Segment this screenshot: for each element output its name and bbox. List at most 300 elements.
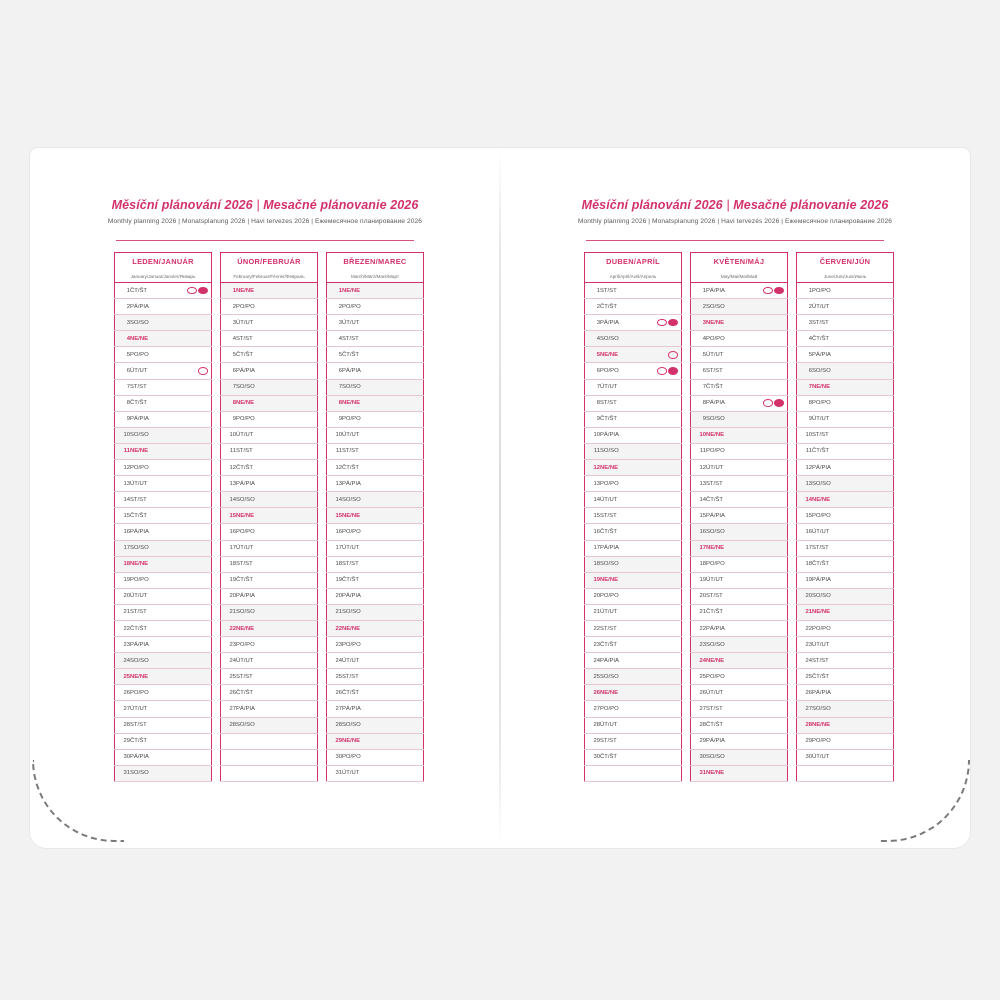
day-note-field[interactable] bbox=[160, 620, 212, 636]
day-note-field[interactable] bbox=[630, 556, 682, 572]
day-note-field[interactable] bbox=[160, 508, 212, 524]
day-row[interactable] bbox=[691, 669, 788, 685]
day-note-field[interactable] bbox=[630, 283, 682, 299]
day-note-field[interactable] bbox=[160, 588, 212, 604]
day-row[interactable] bbox=[585, 443, 682, 459]
day-row[interactable] bbox=[691, 460, 788, 476]
day-row[interactable] bbox=[691, 620, 788, 636]
day-row[interactable] bbox=[691, 299, 788, 315]
day-row[interactable] bbox=[797, 411, 894, 427]
day-note-field[interactable] bbox=[372, 653, 424, 669]
day-note-field[interactable] bbox=[842, 717, 894, 733]
day-note-field[interactable] bbox=[630, 524, 682, 540]
day-row[interactable] bbox=[691, 331, 788, 347]
day-row[interactable] bbox=[221, 685, 318, 701]
day-note-field[interactable] bbox=[630, 331, 682, 347]
day-row[interactable] bbox=[691, 749, 788, 765]
day-note-field[interactable] bbox=[160, 347, 212, 363]
day-row[interactable] bbox=[797, 556, 894, 572]
day-row[interactable] bbox=[221, 588, 318, 604]
day-row[interactable] bbox=[691, 588, 788, 604]
day-row[interactable] bbox=[115, 556, 212, 572]
day-note-field[interactable] bbox=[630, 620, 682, 636]
day-note-field[interactable] bbox=[736, 749, 788, 765]
day-note-field[interactable] bbox=[842, 572, 894, 588]
day-row[interactable] bbox=[797, 460, 894, 476]
day-row[interactable] bbox=[691, 733, 788, 749]
day-row[interactable] bbox=[691, 717, 788, 733]
day-note-field[interactable] bbox=[160, 363, 212, 379]
day-row[interactable] bbox=[327, 653, 424, 669]
day-note-field[interactable] bbox=[372, 331, 424, 347]
day-row[interactable] bbox=[327, 765, 424, 781]
day-note-field[interactable] bbox=[372, 476, 424, 492]
day-note-field[interactable] bbox=[160, 283, 212, 299]
day-row[interactable] bbox=[327, 620, 424, 636]
day-row[interactable] bbox=[797, 363, 894, 379]
day-note-field[interactable] bbox=[842, 604, 894, 620]
day-row[interactable] bbox=[691, 556, 788, 572]
day-note-field[interactable] bbox=[630, 669, 682, 685]
day-note-field[interactable] bbox=[372, 395, 424, 411]
day-row[interactable] bbox=[797, 669, 894, 685]
day-note-field[interactable] bbox=[736, 379, 788, 395]
day-row[interactable] bbox=[585, 765, 682, 781]
day-note-field[interactable] bbox=[736, 604, 788, 620]
day-note-field[interactable] bbox=[266, 620, 318, 636]
day-row[interactable] bbox=[327, 701, 424, 717]
day-row[interactable] bbox=[797, 572, 894, 588]
day-row[interactable] bbox=[797, 588, 894, 604]
day-row[interactable] bbox=[115, 653, 212, 669]
day-note-field[interactable] bbox=[372, 540, 424, 556]
day-row[interactable] bbox=[327, 395, 424, 411]
day-note-field[interactable] bbox=[266, 701, 318, 717]
day-row[interactable] bbox=[327, 637, 424, 653]
day-row[interactable] bbox=[691, 315, 788, 331]
day-note-field[interactable] bbox=[736, 508, 788, 524]
day-row[interactable] bbox=[585, 411, 682, 427]
day-note-field[interactable] bbox=[266, 733, 318, 749]
day-row[interactable] bbox=[115, 540, 212, 556]
day-row[interactable] bbox=[115, 299, 212, 315]
day-row[interactable] bbox=[115, 411, 212, 427]
day-note-field[interactable] bbox=[630, 411, 682, 427]
day-row[interactable] bbox=[585, 492, 682, 508]
day-note-field[interactable] bbox=[630, 653, 682, 669]
day-note-field[interactable] bbox=[842, 685, 894, 701]
day-row[interactable] bbox=[327, 427, 424, 443]
day-note-field[interactable] bbox=[736, 347, 788, 363]
day-note-field[interactable] bbox=[372, 347, 424, 363]
day-note-field[interactable] bbox=[160, 299, 212, 315]
day-note-field[interactable] bbox=[372, 717, 424, 733]
day-row[interactable] bbox=[221, 524, 318, 540]
day-note-field[interactable] bbox=[842, 299, 894, 315]
day-row[interactable] bbox=[327, 411, 424, 427]
day-note-field[interactable] bbox=[842, 508, 894, 524]
day-note-field[interactable] bbox=[160, 524, 212, 540]
day-note-field[interactable] bbox=[630, 733, 682, 749]
day-row[interactable] bbox=[221, 572, 318, 588]
day-note-field[interactable] bbox=[266, 572, 318, 588]
day-row[interactable] bbox=[327, 460, 424, 476]
day-row[interactable] bbox=[327, 379, 424, 395]
day-note-field[interactable] bbox=[736, 669, 788, 685]
day-note-field[interactable] bbox=[842, 653, 894, 669]
day-note-field[interactable] bbox=[842, 363, 894, 379]
day-row[interactable] bbox=[585, 427, 682, 443]
day-note-field[interactable] bbox=[372, 427, 424, 443]
day-note-field[interactable] bbox=[266, 299, 318, 315]
day-note-field[interactable] bbox=[266, 669, 318, 685]
day-row[interactable] bbox=[115, 347, 212, 363]
day-row[interactable] bbox=[115, 701, 212, 717]
day-row[interactable] bbox=[585, 283, 682, 299]
day-note-field[interactable] bbox=[842, 411, 894, 427]
day-note-field[interactable] bbox=[160, 669, 212, 685]
day-note-field[interactable] bbox=[266, 749, 318, 765]
day-note-field[interactable] bbox=[266, 765, 318, 781]
day-row[interactable] bbox=[221, 733, 318, 749]
day-note-field[interactable] bbox=[266, 637, 318, 653]
day-note-field[interactable] bbox=[630, 685, 682, 701]
day-note-field[interactable] bbox=[372, 765, 424, 781]
day-row[interactable] bbox=[585, 620, 682, 636]
day-row[interactable] bbox=[797, 685, 894, 701]
day-note-field[interactable] bbox=[630, 572, 682, 588]
day-row[interactable] bbox=[691, 347, 788, 363]
day-row[interactable] bbox=[585, 508, 682, 524]
day-row[interactable] bbox=[797, 299, 894, 315]
day-row[interactable] bbox=[797, 733, 894, 749]
day-note-field[interactable] bbox=[372, 669, 424, 685]
day-note-field[interactable] bbox=[736, 411, 788, 427]
day-note-field[interactable] bbox=[266, 604, 318, 620]
day-note-field[interactable] bbox=[160, 443, 212, 459]
day-row[interactable] bbox=[115, 604, 212, 620]
day-row[interactable] bbox=[115, 443, 212, 459]
day-row[interactable] bbox=[797, 620, 894, 636]
day-note-field[interactable] bbox=[160, 476, 212, 492]
day-row[interactable] bbox=[691, 637, 788, 653]
day-note-field[interactable] bbox=[266, 460, 318, 476]
day-row[interactable] bbox=[115, 395, 212, 411]
day-note-field[interactable] bbox=[842, 283, 894, 299]
day-note-field[interactable] bbox=[372, 749, 424, 765]
day-note-field[interactable] bbox=[630, 604, 682, 620]
day-row[interactable] bbox=[327, 476, 424, 492]
day-row[interactable] bbox=[691, 508, 788, 524]
day-row[interactable] bbox=[691, 685, 788, 701]
day-row[interactable] bbox=[115, 620, 212, 636]
day-row[interactable] bbox=[585, 588, 682, 604]
day-note-field[interactable] bbox=[736, 717, 788, 733]
day-note-field[interactable] bbox=[372, 524, 424, 540]
day-row[interactable] bbox=[585, 685, 682, 701]
day-row[interactable] bbox=[221, 701, 318, 717]
day-note-field[interactable] bbox=[160, 315, 212, 331]
day-row[interactable] bbox=[797, 524, 894, 540]
day-note-field[interactable] bbox=[266, 347, 318, 363]
day-note-field[interactable] bbox=[266, 331, 318, 347]
day-note-field[interactable] bbox=[842, 331, 894, 347]
day-note-field[interactable] bbox=[266, 411, 318, 427]
day-row[interactable] bbox=[691, 363, 788, 379]
day-note-field[interactable] bbox=[266, 540, 318, 556]
day-note-field[interactable] bbox=[630, 299, 682, 315]
day-row[interactable] bbox=[115, 492, 212, 508]
day-note-field[interactable] bbox=[372, 733, 424, 749]
day-note-field[interactable] bbox=[266, 685, 318, 701]
day-row[interactable] bbox=[327, 363, 424, 379]
day-row[interactable] bbox=[691, 492, 788, 508]
day-row[interactable] bbox=[585, 540, 682, 556]
day-note-field[interactable] bbox=[630, 379, 682, 395]
day-note-field[interactable] bbox=[736, 556, 788, 572]
day-note-field[interactable] bbox=[842, 669, 894, 685]
day-note-field[interactable] bbox=[842, 395, 894, 411]
day-note-field[interactable] bbox=[266, 395, 318, 411]
day-row[interactable] bbox=[221, 347, 318, 363]
day-note-field[interactable] bbox=[842, 443, 894, 459]
day-row[interactable] bbox=[797, 379, 894, 395]
day-note-field[interactable] bbox=[842, 379, 894, 395]
day-note-field[interactable] bbox=[372, 299, 424, 315]
day-row[interactable] bbox=[797, 637, 894, 653]
day-note-field[interactable] bbox=[266, 556, 318, 572]
day-note-field[interactable] bbox=[630, 637, 682, 653]
day-row[interactable] bbox=[115, 685, 212, 701]
day-note-field[interactable] bbox=[842, 540, 894, 556]
day-note-field[interactable] bbox=[160, 427, 212, 443]
day-note-field[interactable] bbox=[372, 572, 424, 588]
day-row[interactable] bbox=[115, 637, 212, 653]
day-row[interactable] bbox=[797, 315, 894, 331]
day-note-field[interactable] bbox=[630, 363, 682, 379]
day-row[interactable] bbox=[585, 556, 682, 572]
day-row[interactable] bbox=[327, 572, 424, 588]
day-row[interactable] bbox=[221, 299, 318, 315]
day-row[interactable] bbox=[691, 427, 788, 443]
day-note-field[interactable] bbox=[266, 492, 318, 508]
day-note-field[interactable] bbox=[630, 315, 682, 331]
day-note-field[interactable] bbox=[630, 717, 682, 733]
day-note-field[interactable] bbox=[842, 556, 894, 572]
day-note-field[interactable] bbox=[372, 492, 424, 508]
day-row[interactable] bbox=[585, 460, 682, 476]
day-note-field[interactable] bbox=[842, 588, 894, 604]
day-row[interactable] bbox=[115, 524, 212, 540]
day-note-field[interactable] bbox=[160, 556, 212, 572]
day-note-field[interactable] bbox=[266, 588, 318, 604]
day-row[interactable] bbox=[585, 379, 682, 395]
day-row[interactable] bbox=[585, 572, 682, 588]
day-row[interactable] bbox=[221, 331, 318, 347]
day-row[interactable] bbox=[797, 283, 894, 299]
day-row[interactable] bbox=[115, 427, 212, 443]
day-note-field[interactable] bbox=[630, 395, 682, 411]
day-note-field[interactable] bbox=[736, 637, 788, 653]
day-note-field[interactable] bbox=[372, 508, 424, 524]
day-note-field[interactable] bbox=[372, 701, 424, 717]
day-row[interactable] bbox=[115, 363, 212, 379]
day-note-field[interactable] bbox=[630, 476, 682, 492]
day-row[interactable] bbox=[691, 395, 788, 411]
day-row[interactable] bbox=[221, 637, 318, 653]
day-note-field[interactable] bbox=[266, 476, 318, 492]
day-row[interactable] bbox=[585, 524, 682, 540]
day-note-field[interactable] bbox=[160, 572, 212, 588]
day-row[interactable] bbox=[691, 572, 788, 588]
day-note-field[interactable] bbox=[160, 540, 212, 556]
day-row[interactable] bbox=[797, 395, 894, 411]
day-note-field[interactable] bbox=[630, 427, 682, 443]
day-row[interactable] bbox=[221, 315, 318, 331]
day-row[interactable] bbox=[797, 717, 894, 733]
day-note-field[interactable] bbox=[842, 315, 894, 331]
day-note-field[interactable] bbox=[842, 460, 894, 476]
day-note-field[interactable] bbox=[736, 299, 788, 315]
day-note-field[interactable] bbox=[736, 283, 788, 299]
day-row[interactable] bbox=[691, 476, 788, 492]
day-note-field[interactable] bbox=[736, 685, 788, 701]
day-row[interactable] bbox=[327, 283, 424, 299]
day-note-field[interactable] bbox=[266, 363, 318, 379]
day-note-field[interactable] bbox=[372, 588, 424, 604]
day-note-field[interactable] bbox=[160, 411, 212, 427]
day-row[interactable] bbox=[797, 540, 894, 556]
day-row[interactable] bbox=[115, 765, 212, 781]
day-note-field[interactable] bbox=[630, 588, 682, 604]
day-row[interactable] bbox=[221, 363, 318, 379]
day-row[interactable] bbox=[221, 443, 318, 459]
day-note-field[interactable] bbox=[736, 476, 788, 492]
day-note-field[interactable] bbox=[736, 588, 788, 604]
day-note-field[interactable] bbox=[372, 379, 424, 395]
day-row[interactable] bbox=[585, 476, 682, 492]
day-note-field[interactable] bbox=[160, 765, 212, 781]
day-row[interactable] bbox=[221, 717, 318, 733]
day-row[interactable] bbox=[585, 733, 682, 749]
day-row[interactable] bbox=[115, 588, 212, 604]
day-note-field[interactable] bbox=[372, 283, 424, 299]
day-note-field[interactable] bbox=[630, 540, 682, 556]
day-note-field[interactable] bbox=[736, 395, 788, 411]
day-note-field[interactable] bbox=[630, 701, 682, 717]
day-row[interactable] bbox=[115, 315, 212, 331]
day-row[interactable] bbox=[221, 604, 318, 620]
day-row[interactable] bbox=[327, 556, 424, 572]
day-row[interactable] bbox=[585, 749, 682, 765]
day-row[interactable] bbox=[691, 411, 788, 427]
day-row[interactable] bbox=[327, 669, 424, 685]
day-row[interactable] bbox=[691, 283, 788, 299]
day-row[interactable] bbox=[797, 347, 894, 363]
day-note-field[interactable] bbox=[160, 685, 212, 701]
day-row[interactable] bbox=[797, 653, 894, 669]
day-note-field[interactable] bbox=[736, 540, 788, 556]
day-row[interactable] bbox=[221, 540, 318, 556]
day-row[interactable] bbox=[221, 556, 318, 572]
day-note-field[interactable] bbox=[160, 492, 212, 508]
day-note-field[interactable] bbox=[266, 443, 318, 459]
day-note-field[interactable] bbox=[736, 524, 788, 540]
day-row[interactable] bbox=[115, 572, 212, 588]
day-note-field[interactable] bbox=[630, 347, 682, 363]
day-row[interactable] bbox=[585, 395, 682, 411]
day-note-field[interactable] bbox=[842, 620, 894, 636]
day-row[interactable] bbox=[115, 749, 212, 765]
day-row[interactable] bbox=[327, 685, 424, 701]
day-note-field[interactable] bbox=[736, 653, 788, 669]
day-note-field[interactable] bbox=[736, 443, 788, 459]
day-row[interactable] bbox=[327, 347, 424, 363]
day-row[interactable] bbox=[221, 460, 318, 476]
day-note-field[interactable] bbox=[736, 363, 788, 379]
day-row[interactable] bbox=[327, 331, 424, 347]
day-row[interactable] bbox=[797, 427, 894, 443]
day-note-field[interactable] bbox=[630, 460, 682, 476]
day-row[interactable] bbox=[797, 331, 894, 347]
day-note-field[interactable] bbox=[842, 492, 894, 508]
day-row[interactable] bbox=[115, 733, 212, 749]
day-row[interactable] bbox=[585, 363, 682, 379]
day-row[interactable] bbox=[221, 620, 318, 636]
day-note-field[interactable] bbox=[266, 379, 318, 395]
day-row[interactable] bbox=[691, 653, 788, 669]
day-row[interactable] bbox=[115, 717, 212, 733]
day-note-field[interactable] bbox=[372, 620, 424, 636]
day-note-field[interactable] bbox=[160, 379, 212, 395]
day-note-field[interactable] bbox=[160, 749, 212, 765]
day-row[interactable] bbox=[797, 443, 894, 459]
day-note-field[interactable] bbox=[842, 733, 894, 749]
day-row[interactable] bbox=[221, 395, 318, 411]
day-row[interactable] bbox=[115, 508, 212, 524]
day-row[interactable] bbox=[221, 653, 318, 669]
day-row[interactable] bbox=[585, 331, 682, 347]
day-row[interactable] bbox=[221, 427, 318, 443]
day-note-field[interactable] bbox=[736, 331, 788, 347]
day-note-field[interactable] bbox=[160, 701, 212, 717]
day-note-field[interactable] bbox=[630, 765, 682, 781]
day-note-field[interactable] bbox=[842, 347, 894, 363]
day-note-field[interactable] bbox=[736, 572, 788, 588]
day-note-field[interactable] bbox=[630, 443, 682, 459]
day-note-field[interactable] bbox=[630, 508, 682, 524]
day-row[interactable] bbox=[327, 717, 424, 733]
day-note-field[interactable] bbox=[160, 733, 212, 749]
day-row[interactable] bbox=[327, 524, 424, 540]
day-row[interactable] bbox=[691, 443, 788, 459]
day-note-field[interactable] bbox=[266, 524, 318, 540]
day-note-field[interactable] bbox=[630, 492, 682, 508]
day-row[interactable] bbox=[327, 508, 424, 524]
day-note-field[interactable] bbox=[266, 653, 318, 669]
day-row[interactable] bbox=[691, 701, 788, 717]
day-note-field[interactable] bbox=[842, 701, 894, 717]
day-note-field[interactable] bbox=[736, 620, 788, 636]
day-note-field[interactable] bbox=[736, 427, 788, 443]
day-row[interactable] bbox=[585, 604, 682, 620]
day-row[interactable] bbox=[327, 749, 424, 765]
day-note-field[interactable] bbox=[372, 411, 424, 427]
day-row[interactable] bbox=[691, 604, 788, 620]
day-note-field[interactable] bbox=[842, 524, 894, 540]
day-row[interactable] bbox=[327, 540, 424, 556]
day-note-field[interactable] bbox=[842, 427, 894, 443]
